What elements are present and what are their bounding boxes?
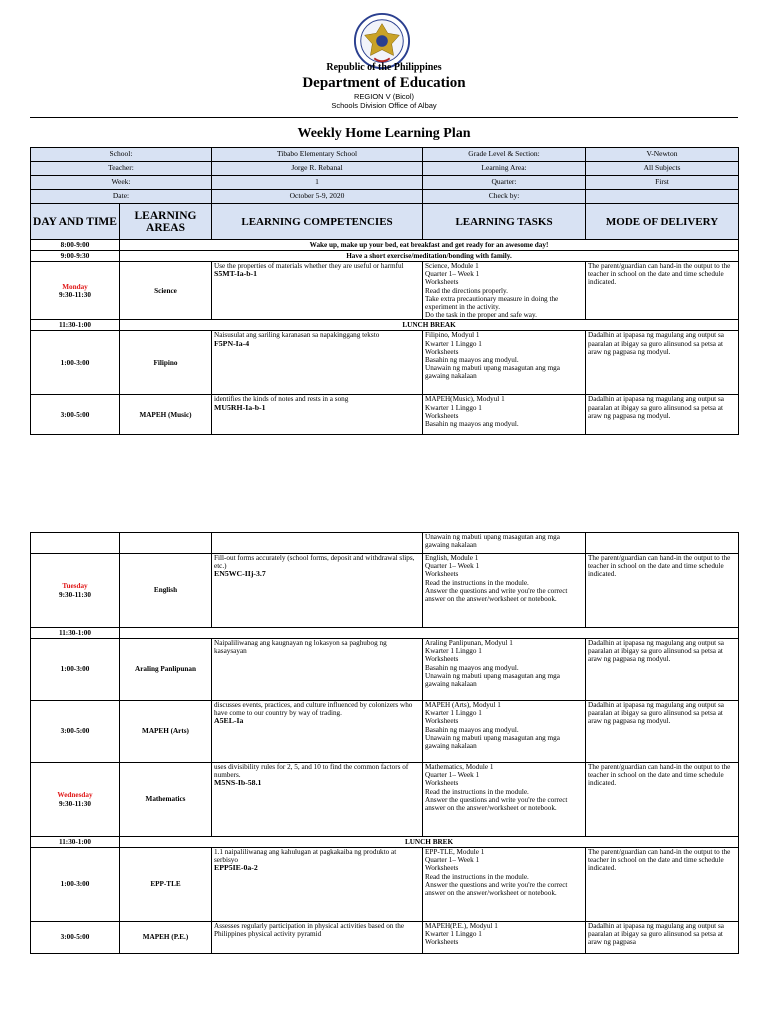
col-learning-tasks: LEARNING TASKS — [423, 204, 586, 240]
task-line: MAPEH(Music), Modyul 1 — [425, 395, 505, 404]
competency-code: F5PN-Ia-4 — [214, 338, 250, 348]
task-line: Read the instructions in the module. — [425, 578, 529, 587]
competency-cell — [212, 395, 423, 435]
task-line: MAPEH (Arts), Modyul 1 — [425, 701, 501, 709]
competency-text: Use the properties of materials whether they are useful or harmful — [214, 262, 404, 270]
task-line: Take extra precautionary measure in doing the experiment in the activity. — [425, 294, 559, 312]
task-line: EPP-TLE, Module 1 — [425, 848, 485, 856]
competency-text: discusses events, practices, and culture influenced by colonizers who have come to our country by way of trading. — [214, 701, 413, 718]
task-line: Answer the questions and write you're the correct answer on the answer/worksheet or notebook. — [425, 795, 568, 813]
schedule-table-page-2 — [30, 532, 739, 954]
day-label: Wednesday — [57, 791, 93, 800]
task-line: Answer the questions and write you're the correct answer on the answer/worksheet or notebook. — [425, 880, 568, 898]
task-line: Unawain ng mabuti upang masagutan ang mga gawaing nakalaan — [425, 733, 560, 751]
task-line: Kwarter 1 Linggo 1 — [425, 339, 482, 348]
time-cell: 11:30-1:00 — [31, 628, 120, 639]
task-line: Worksheets — [425, 938, 459, 947]
task-line: Answer the questions and write you're the correct answer on the answer/worksheet or notebook. — [425, 586, 568, 604]
time-cell: 3:00-5:00 — [31, 922, 120, 954]
week-label: Week: — [31, 176, 212, 190]
mode-cell: The parent/guardian can hand-in the output to the teacher in school on the date and time schedule indicated. — [586, 763, 739, 837]
area-label: Learning Area: — [423, 162, 586, 176]
competency-code: A5EL-Ia — [214, 716, 244, 726]
schedule-table-page-1 — [30, 147, 739, 435]
competency-code: S5MT-Ia-b-1 — [214, 269, 258, 279]
lunch-cell: LUNCH BREAK — [120, 320, 739, 331]
day-label: Tuesday — [62, 582, 88, 591]
tasks-cell — [423, 554, 586, 628]
schedule-row — [31, 251, 739, 262]
column-header-row — [31, 204, 739, 240]
task-line: Kwarter 1 Linggo 1 — [425, 709, 482, 718]
task-line: Mathematics, Module 1 — [425, 763, 494, 771]
task-line: Worksheets — [425, 570, 459, 579]
competency-code: M5NS-Ib-58.1 — [214, 778, 262, 788]
learning-area-cell: Araling Panlipunan — [120, 639, 212, 701]
task-line: Worksheets — [425, 655, 459, 664]
task-line: Kwarter 1 Linggo 1 — [425, 647, 482, 656]
day-time-cell — [31, 554, 120, 628]
activity-cell: Wake up, make up your bed, eat breakfast and get ready for an awesome day! — [120, 240, 739, 251]
time-cell: 1:00-3:00 — [31, 848, 120, 922]
task-line: Quarter 1– Week 1 — [425, 771, 480, 780]
grade-value: V-Newton — [586, 148, 739, 162]
task-line: Do the task in the proper and safe way. — [425, 311, 537, 320]
info-row — [31, 148, 739, 162]
task-line: Read the directions properly. — [425, 286, 508, 295]
competency-cell: Naipaliliwanag ang kaugnayan ng lokasyon sa paghubog ng kasaysayan — [212, 639, 423, 701]
schedule-row — [31, 837, 739, 848]
learning-area-cell: Mathematics — [120, 763, 212, 837]
header-divider — [30, 117, 738, 118]
info-row — [31, 176, 739, 190]
date-value: October 5-9, 2020 — [212, 190, 423, 204]
task-line: Science, Module 1 — [425, 262, 479, 270]
time-cell: 11:30-1:00 — [31, 320, 120, 331]
task-line: Basahin ng maayos ang modyul. — [425, 420, 519, 429]
col-learning-competencies: LEARNING COMPETENCIES — [212, 204, 423, 240]
learning-area-cell: Filipino — [120, 331, 212, 395]
competency-text: uses divisibility rules for 2, 5, and 10 to find the common factors of numbers. — [214, 763, 409, 780]
learning-area-cell: EPP-TLE — [120, 848, 212, 922]
task-line: Basahin ng maayos ang modyul. — [425, 725, 519, 734]
competency-cell — [212, 262, 423, 320]
republic-line: Republic of the Philippines — [326, 62, 442, 73]
task-line: Worksheets — [425, 717, 459, 726]
quarter-value: First — [586, 176, 739, 190]
mode-cell: Dadalhin at ipapasa ng magulang ang output sa paaralan at ibigay sa guro alinsunod sa petsa at araw ng pagpasa ng modyul. — [586, 395, 739, 435]
time-label: 9:30-11:30 — [59, 799, 91, 808]
time-label: 9:30-11:30 — [59, 290, 91, 299]
time-cell: 9:00-9:30 — [31, 251, 120, 262]
check-label: Check by: — [423, 190, 586, 204]
area-value: All Subjects — [586, 162, 739, 176]
task-line: English, Module 1 — [425, 554, 479, 562]
mode-cell: Dadalhin at ipapasa ng magulang ang output sa paaralan at ibigay sa guro alinsunod sa petsa at araw ng pagpasa ng modyul. — [586, 639, 739, 701]
col-learning-areas: LEARNING AREAS — [120, 204, 212, 240]
schedule-row-pe — [31, 922, 739, 954]
competency-cell — [212, 701, 423, 763]
task-line: Worksheets — [425, 779, 459, 788]
schedule-row-arts — [31, 701, 739, 763]
learning-area-cell: English — [120, 554, 212, 628]
task-line: Kwarter 1 Linggo 1 — [425, 930, 482, 939]
task-line: Worksheets — [425, 864, 459, 873]
task-line: Worksheets — [425, 411, 459, 420]
time-cell: 8:00-9:00 — [31, 240, 120, 251]
tasks-cell — [423, 639, 586, 701]
grade-label: Grade Level & Section: — [423, 148, 586, 162]
task-line: Quarter 1– Week 1 — [425, 270, 480, 279]
tasks-cell — [423, 763, 586, 837]
task-line: Basahin ng maayos ang modyul. — [425, 663, 519, 672]
day-time-cell — [31, 763, 120, 837]
schedule-row-epp-tle — [31, 848, 739, 922]
document-page-2 — [0, 520, 768, 1024]
day-label: Monday — [62, 282, 88, 291]
competency-text: Naisusulat ang sariling karanasan sa napakinggang teksto — [214, 331, 380, 340]
tasks-cell — [423, 848, 586, 922]
teacher-value: Jorge R. Rebanal — [212, 162, 423, 176]
task-line: Unawain ng mabuti upang masagutan ang mga gawaing nakalaan — [425, 364, 560, 381]
tasks-cell — [423, 701, 586, 763]
tasks-cell — [423, 395, 586, 435]
task-line: Araling Panlipunan, Modyul 1 — [425, 639, 513, 647]
schedule-row-science — [31, 262, 739, 320]
competency-text: Fill-out forms accurately (school forms, deposit and withdrawal slips, etc.) — [214, 554, 415, 571]
tasks-cell: Unawain ng mabuti upang masagutan ang mga gawaing nakalaan — [423, 533, 586, 554]
task-line: Read the instructions in the module. — [425, 787, 529, 796]
task-line: MAPEH(P.E.), Modyul 1 — [425, 922, 498, 930]
time-cell: 1:00-3:00 — [31, 331, 120, 395]
time-cell: 3:00-5:00 — [31, 395, 120, 435]
task-line: Basahin ng maayos ang modyul. — [425, 356, 519, 365]
continuation-row — [31, 533, 739, 554]
competency-cell — [212, 763, 423, 837]
date-label: Date: — [31, 190, 212, 204]
quarter-label: Quarter: — [423, 176, 586, 190]
division-line: Schools Division Office of Albay — [331, 101, 437, 110]
mode-cell: Dadalhin at ipapasa ng magulang ang output sa paaralan at ibigay sa guro alinsunod sa petsa at araw ng pagpasa ng modyul. — [586, 331, 739, 395]
time-label: 9:30-11:30 — [59, 590, 91, 599]
task-line: Unawain ng mabuti upang masagutan ang mga gawaing nakalaan — [425, 671, 560, 689]
region-line: REGION V (Bicol) — [353, 92, 414, 101]
mode-cell: Dadalhin at ipapasa ng magulang ang output sa paaralan at ibigay sa guro alinsunod sa petsa at araw ng pagpasa ng modyul. — [586, 701, 739, 763]
department-name: Department of Education — [302, 75, 466, 91]
teacher-label: Teacher: — [31, 162, 212, 176]
competency-code: EN5WC-IIj-3.7 — [214, 569, 266, 579]
schedule-row-music — [31, 395, 739, 435]
mode-cell: The parent/guardian can hand-in the output to the teacher in school on the date and time schedule indicated. — [586, 848, 739, 922]
schedule-row-mathematics — [31, 763, 739, 837]
task-line: Worksheets — [425, 347, 459, 356]
learning-area-cell: MAPEH (P.E.) — [120, 922, 212, 954]
school-label: School: — [31, 148, 212, 162]
competency-cell: Assesses regularly participation in physical activities based on the Philippines physical activity pyramid — [212, 922, 423, 954]
competency-text: identifies the kinds of notes and rests in a song — [214, 395, 349, 404]
tasks-cell — [423, 922, 586, 954]
col-day-time: DAY AND TIME — [31, 204, 120, 240]
task-line: Quarter 1– Week 1 — [425, 562, 480, 571]
schedule-row — [31, 628, 739, 639]
task-line: Quarter 1– Week 1 — [425, 856, 480, 865]
competency-code: MU5RH-Ia-b-1 — [214, 402, 266, 412]
tasks-cell — [423, 331, 586, 395]
competency-cell — [212, 848, 423, 922]
task-line: Worksheets — [425, 278, 459, 287]
learning-area-cell: MAPEH (Music) — [120, 395, 212, 435]
document-page-1 — [0, 0, 768, 470]
time-cell: 3:00-5:00 — [31, 701, 120, 763]
schedule-row — [31, 240, 739, 251]
mode-cell: The parent/guardian can hand-in the output to the teacher in school on the date and time schedule indicated. — [586, 262, 739, 320]
mode-cell: The parent/guardian can hand-in the output to the teacher in school on the date and time schedule indicated. — [586, 554, 739, 628]
learning-area-cell: Science — [120, 262, 212, 320]
activity-cell: Have a short exercise/meditation/bonding with family. — [120, 251, 739, 262]
mode-cell: Dadalhin at ipapasa ng magulang ang output sa paaralan at ibigay sa guro alinsunod sa petsa at araw ng pagpasa — [586, 922, 739, 954]
competency-cell — [212, 554, 423, 628]
schedule-row-english — [31, 554, 739, 628]
task-line: Read the instructions in the module. — [425, 872, 529, 881]
school-value: Tibabo Elementary School — [212, 148, 423, 162]
task-line: Kwarter 1 Linggo 1 — [425, 403, 482, 412]
info-row — [31, 190, 739, 204]
check-value — [586, 190, 739, 204]
tasks-cell — [423, 262, 586, 320]
schedule-row-araling-panlipunan — [31, 639, 739, 701]
time-cell: 11:30-1:00 — [31, 837, 120, 848]
competency-code: EPP5IE-0a-2 — [214, 863, 258, 873]
task-line: Filipino, Modyul 1 — [425, 331, 480, 340]
week-value: 1 — [212, 176, 423, 190]
document-title: Weekly Home Learning Plan — [297, 126, 471, 141]
competency-text: 1.1 naipaliliwanag ang kahulugan at pagkakaiba ng produkto at serbisyo — [214, 848, 397, 865]
schedule-row — [31, 320, 739, 331]
info-row — [31, 162, 739, 176]
learning-area-cell: MAPEH (Arts) — [120, 701, 212, 763]
col-mode-of-delivery: MODE OF DELIVERY — [586, 204, 739, 240]
schedule-row-filipino — [31, 331, 739, 395]
competency-cell — [212, 331, 423, 395]
lunch-cell: LUNCH BREK — [120, 837, 739, 848]
day-time-cell — [31, 262, 120, 320]
time-cell: 1:00-3:00 — [31, 639, 120, 701]
